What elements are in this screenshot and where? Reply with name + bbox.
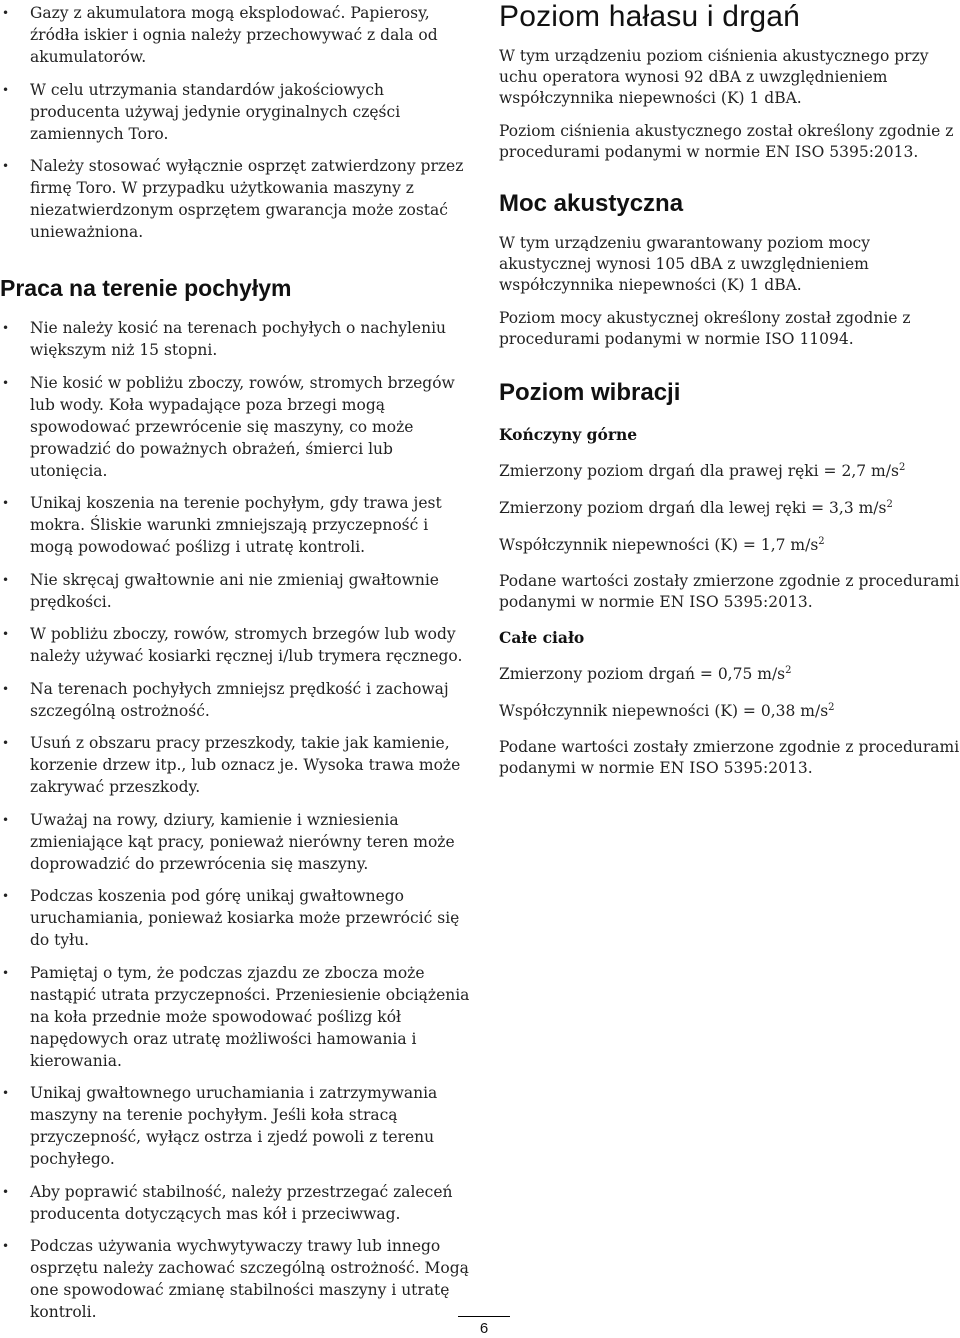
list-item-text: Unikaj gwałtownego uruchamiania i zatrzymywania maszyny na terenie pochyłym. Jeśli koła stracą przyczepność, wyłącz ostrza i zjedź powoli z terenu pochyłego. [30,1084,438,1168]
list-item: • Podczas używania wychwytywaczy trawy lub innego osprzętu należy zachować szczególną ostrożność. Mogą one spowodować zmianę stabilności maszyny i utratę kontroli. [2,1237,469,1321]
list-item-text: Unikaj koszenia na terenie pochyłym, gdy trawa jest mokra. Śliskie warunki zmniejszają przyczepność i mogą powodować poślizg i utratę kontroli. [30,494,442,556]
list-item-text: W celu utrzymania standardów jakościowych producenta używaj jedynie oryginalnych części zamiennych Toro. [30,80,401,143]
sound-power-paragraph: W tym urządzeniu gwarantowany poziom mocy akustycznej wynosi 105 dBA z uwzględnieniem współczynnika niepewności (K) 1 dBA. [499,234,870,294]
list-item-text: Nie kosić w pobliżu zboczy, rowów, stromych brzegów lub wody. Koła wypadające poza brzegi mogą spowodować przewrócenie się maszyny, co może prowadzić do poważnych obrażeń, śmierci lub utonięcia. [30,373,455,480]
left-column [0,2,470,1334]
list-item: • W celu utrzymania standardów jakościowych producenta używaj jedynie oryginalnych części zamiennych Toro. [2,80,401,143]
list-item: • Unikaj gwałtownego uruchamiania i zatrzymywania maszyny na terenie pochyłym. Jeśli koła stracą przyczepność, wyłącz ostrza i zjedź powoli z terenu pochyłego. [2,1084,438,1168]
list-item: • Aby poprawić stabilność, należy przestrzegać zaleceń producenta dotyczących mas kół i przeciwwag. [2,1182,453,1223]
list-item: • Podczas koszenia pod górę unikaj gwałtownego uruchamiania, ponieważ kosiarka może przewrócić się do tyłu. [2,887,460,949]
noise-paragraph: W tym urządzeniu poziom ciśnienia akustycznego przy uchu operatora wynosi 92 dBA z uwzględnieniem współczynnika niepewności (K) 1 dBA. [499,47,929,107]
list-item-text: Nie należy kosić na terenach pochyłych o nachyleniu większym niż 15 stopni. [30,319,447,359]
list-item: • Należy stosować wyłącznie osprzęt zatwierdzony przez firmę Toro. W przypadku użytkowania maszyny z niezatwierdzonym osprzętem gwarancja może zostać unieważniona. [2,157,464,241]
list-item-text: Usuń z obszaru pracy przeszkody, takie jak kamienie, korzenie drzew itp., lub oznacz je. Wysoka trawa może zakrywać przeszkody. [30,734,461,796]
noise-section-heading: Poziom hałasu i drgań [499,0,801,33]
whole-body-label: Całe ciało [499,628,585,647]
footer-rule [458,1316,510,1317]
upper-standard-note: Podane wartości zostały zmierzone zgodnie z procedurami podanymi w normie EN ISO 5395:2013. [499,572,960,611]
whole-body-uncertainty: Współczynnik niepewności (K) = 0,38 $m/s^2$ [499,702,835,720]
list-item: • Nie skręcaj gwałtownie ani nie zmieniaj gwałtownie prędkości. [2,570,439,611]
right-column [499,0,960,791]
list-item: • Na terenach pochyłych zmniejsz prędkość i zachowaj szczególną ostrożność. [2,679,449,720]
intro-bullet-list [0,2,470,243]
list-item: • Usuń z obszaru pracy przeszkody, takie jak kamienie, korzenie drzew itp., lub oznacz je. Wysoka trawa może zakrywać przeszkody. [2,734,461,796]
right-hand-vibration: Zmierzony poziom drgań dla prawej ręki = 2,7 $m/s^2$ [499,462,906,480]
whole-body-vibration: Zmierzony poziom drgań = 0,75 $m/s^2$ [499,665,792,683]
list-item-text: Pamiętaj o tym, że podczas zjazdu ze zbocza może nastąpić utrata przyczepności. Przeniesienie obciążenia na koła przednie może spowodować poślizg kół napędowych oraz utratę możliwości hamowania i kierowania. [30,963,470,1070]
slope-section-heading: Praca na terenie pochyłym [0,275,292,301]
upper-uncertainty: Współczynnik niepewności (K) = 1,7 $m/s^2$ [499,536,825,554]
list-item-text: Podczas używania wychwytywaczy trawy lub innego osprzętu należy zachować szczególną ostrożność. Mogą one spowodować zmianę stabilności maszyny i utratę kontroli. [30,1237,469,1321]
sound-power-paragraph: Poziom mocy akustycznej określony został zgodnie z procedurami podanymi w normie ISO 11094. [499,309,911,348]
sound-power-heading: Moc akustyczna [499,190,684,217]
list-item-text: Uważaj na rowy, dziury, kamienie i wzniesienia zmieniające kąt pracy, ponieważ nierówny teren może doprowadzić do przewrócenia się maszyny. [30,810,455,873]
list-item: • Nie należy kosić na terenach pochyłych o nachyleniu większym niż 15 stopni. [2,319,447,359]
page-number: 6 [479,1320,489,1337]
upper-limbs-label: Kończyny górne [499,425,638,444]
list-item: • Uważaj na rowy, dziury, kamienie i wzniesienia zmieniające kąt pracy, ponieważ nierówny teren może doprowadzić do przewrócenia się maszyny. [2,810,455,873]
vibration-heading: Poziom wibracji [499,379,681,406]
list-item-text: W pobliżu zboczy, rowów, stromych brzegów lub wody należy używać kosiarki ręcznej i/lub trymera ręcznego. [30,625,463,665]
noise-paragraph: Poziom ciśnienia akustycznego został określony zgodnie z procedurami podanymi w normie EN ISO 5395:2013. [499,122,954,161]
whole-body-standard-note: Podane wartości zostały zmierzone zgodnie z procedurami podanymi w normie EN ISO 5395:2013. [499,738,960,777]
list-item: • Unikaj koszenia na terenie pochyłym, gdy trawa jest mokra. Śliskie warunki zmniejszają przyczepność i mogą powodować poślizg i utratę kontroli. [2,494,442,556]
list-item-text: Gazy z akumulatora mogą eksplodować. Papierosy, źródła iskier i ognia należy przechowywać z dala od akumulatorów. [30,4,438,66]
list-item: • Gazy z akumulatora mogą eksplodować. Papierosy, źródła iskier i ognia należy przechowywać z dala od akumulatorów. [2,4,438,66]
list-item-text: Należy stosować wyłącznie osprzęt zatwierdzony przez firmę Toro. W przypadku użytkowania maszyny z niezatwierdzonym osprzętem gwarancja może zostać unieważniona. [30,157,464,241]
slope-bullet-list [0,317,470,1323]
list-item: • Nie kosić w pobliżu zboczy, rowów, stromych brzegów lub wody. Koła wypadające poza brzegi mogą spowodować przewrócenie się maszyny, co może prowadzić do poważnych obrażeń, śmierci lub utonięcia. [2,373,455,480]
list-item-text: Na terenach pochyłych zmniejsz prędkość i zachowaj szczególną ostrożność. [30,679,449,720]
list-item-text: Nie skręcaj gwałtownie ani nie zmieniaj gwałtownie prędkości. [30,570,439,611]
left-hand-vibration: Zmierzony poziom drgań dla lewej ręki = 3,3 $m/s^2$ [499,499,893,517]
list-item: • W pobliżu zboczy, rowów, stromych brzegów lub wody należy używać kosiarki ręcznej i/lub trymera ręcznego. [2,625,463,665]
list-item: • Pamiętaj o tym, że podczas zjazdu ze zbocza może nastąpić utrata przyczepności. Przeniesienie obciążenia na koła przednie może spowodować poślizg kół napędowych oraz utratę możliwości hamowania i kierowania. [2,963,470,1070]
list-item-text: Podczas koszenia pod górę unikaj gwałtownego uruchamiania, ponieważ kosiarka może przewrócić się do tyłu. [30,887,460,949]
list-item-text: Aby poprawić stabilność, należy przestrzegać zaleceń producenta dotyczących mas kół i przeciwwag. [30,1182,453,1223]
